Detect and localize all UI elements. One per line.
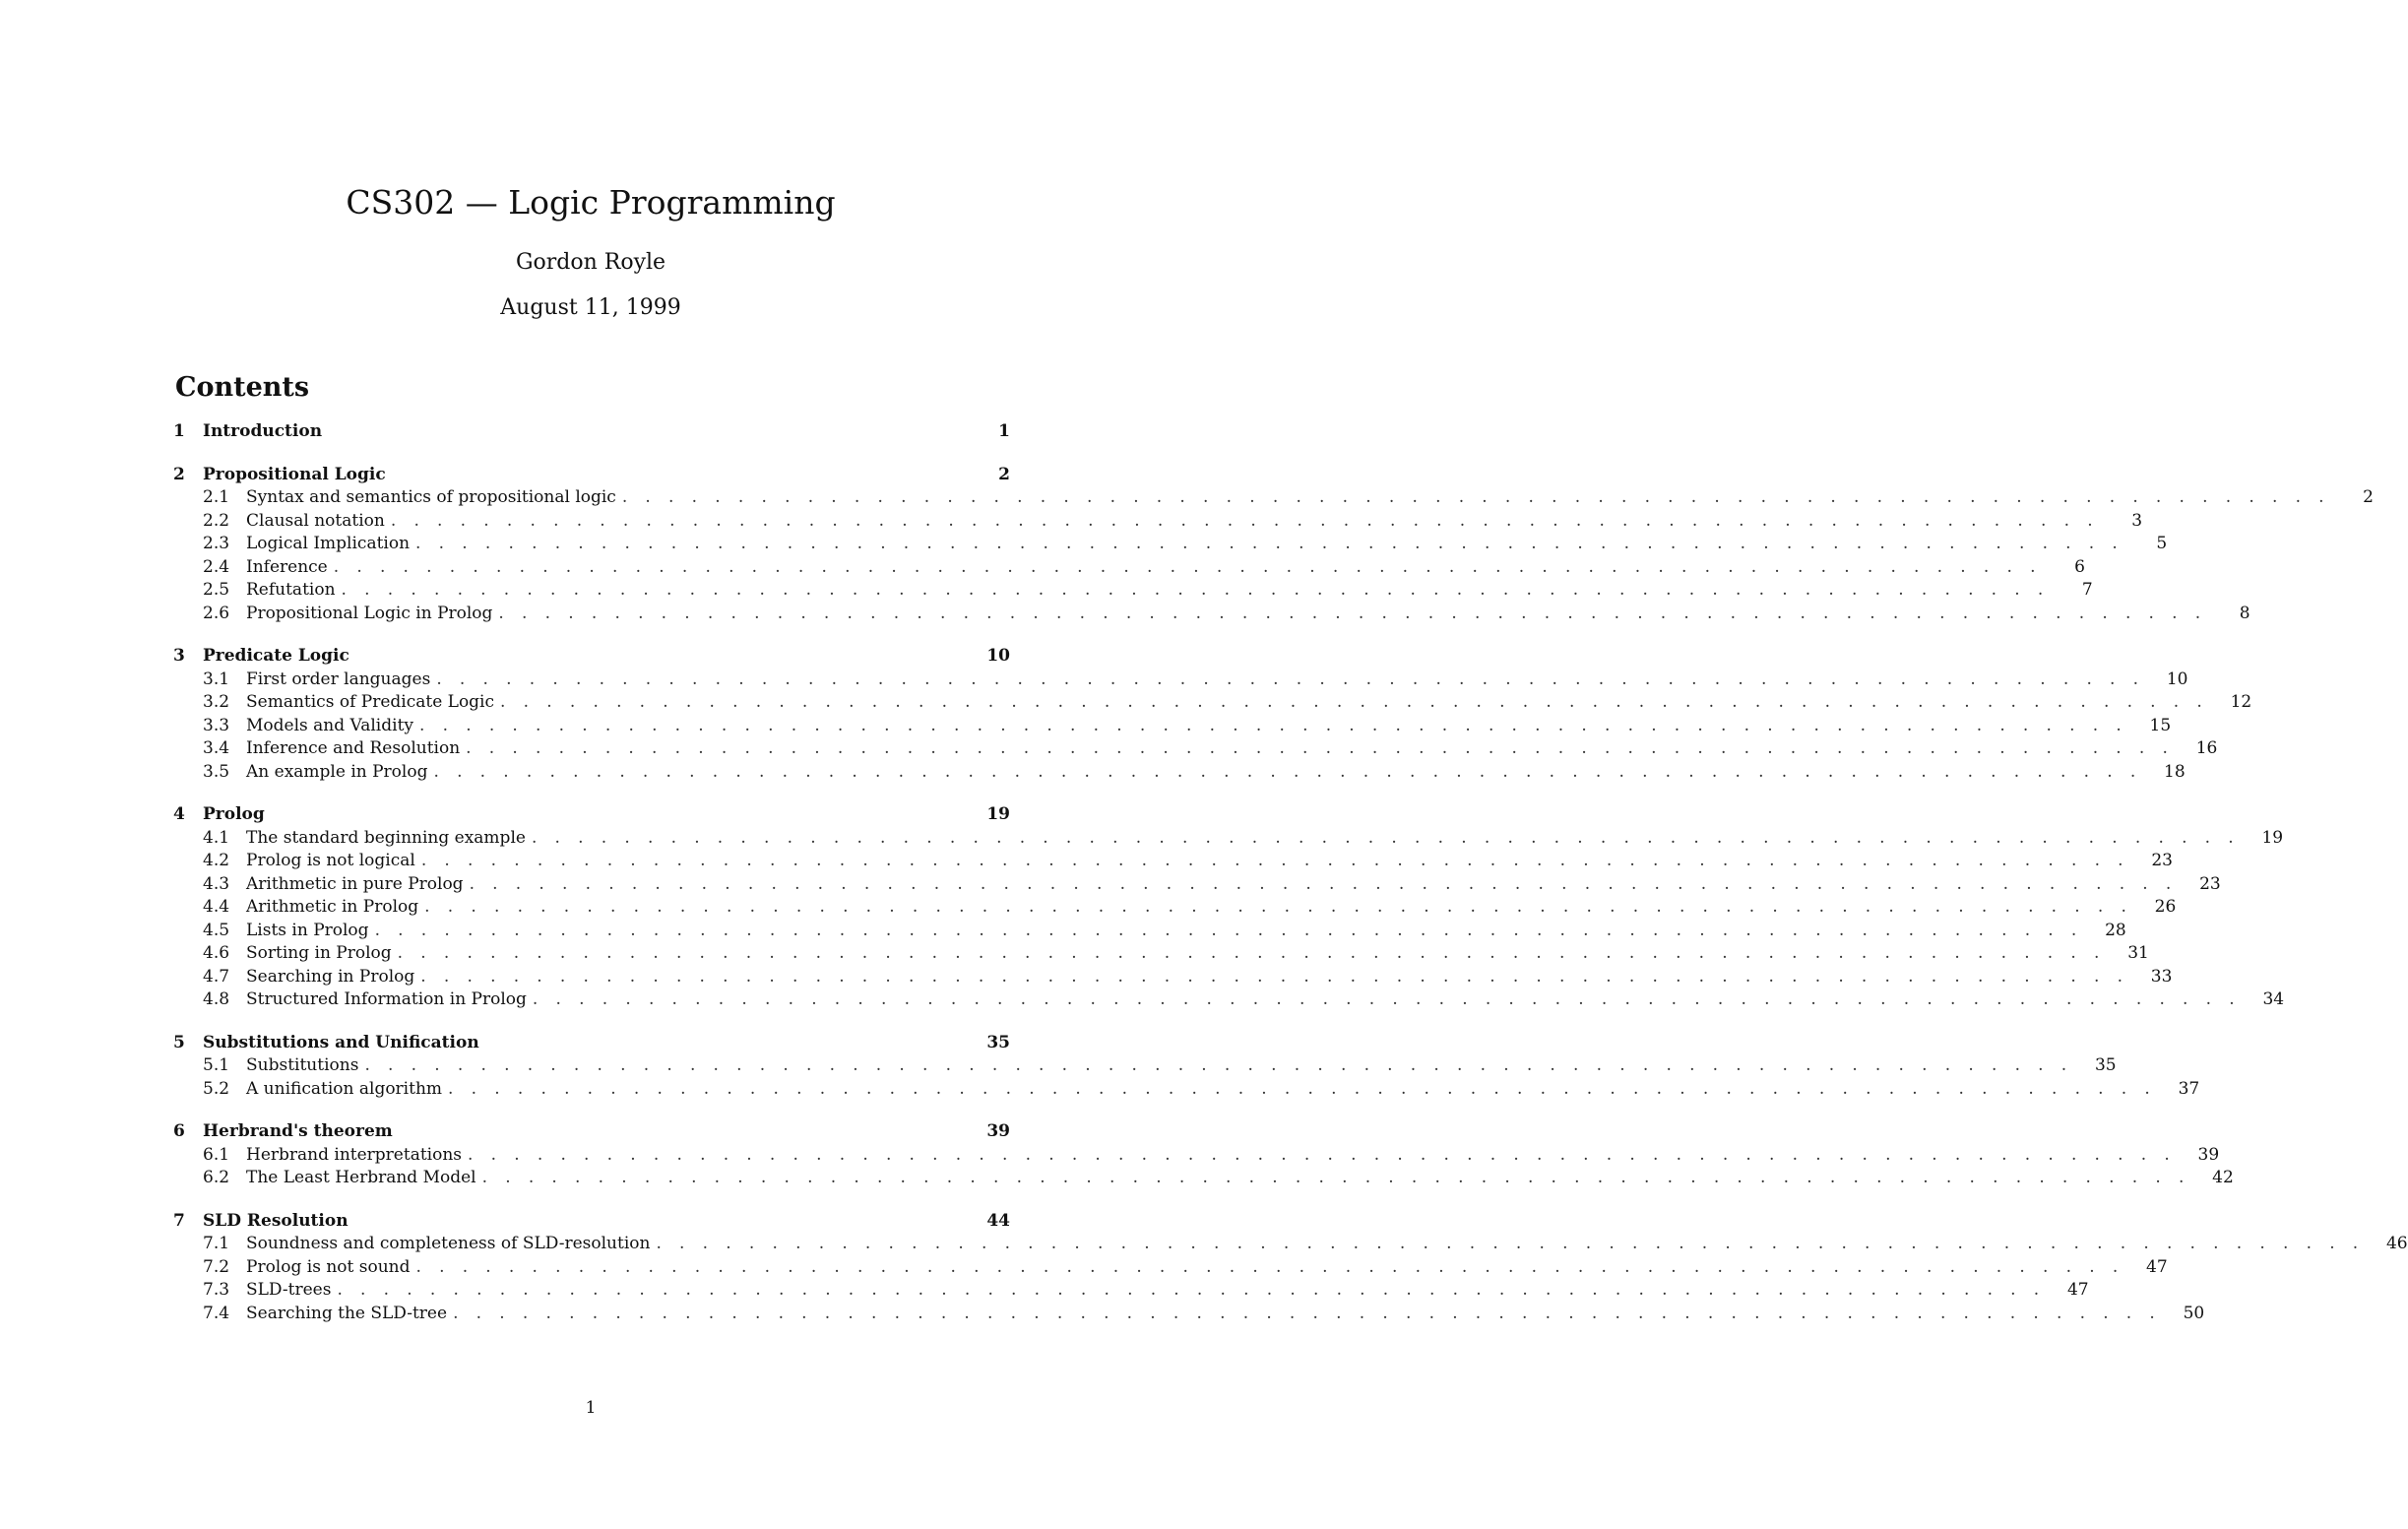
toc-subsection-title: Clausal notation [246,510,385,531]
toc-subsection-number: 7.3 [203,1280,230,1300]
toc-section-entry[interactable] [173,465,1010,488]
toc-section-title: Substitutions and Unification [203,1032,479,1052]
toc-dot-leader: . . . . . . . . . . . . . . . . . . . . . . . . . . . . . . . . . . . . . . . . . . . . . . . . . . . . . . . . . . . . . . . . . . . . . . . . . . [390,510,2100,531]
toc-section-number: 4 [173,804,185,824]
toc-section-title: Propositional Logic [203,464,386,484]
toc-section-entry[interactable] [173,421,1010,445]
toc-subsection-page: 3 [2131,510,2143,531]
toc-subsection-number: 7.2 [203,1256,230,1277]
toc-dot-leader: . . . . . . . . . . . . . . . . . . . . . . . . . . . . . . . . . . . . . . . . . . . . . . . . . . . . . . . . . . . . . . . . . . . . . . . . . . [453,1303,2162,1323]
toc-subsection-title: Searching in Prolog [246,966,415,987]
toc-dot-leader: . . . . . . . . . . . . . . . . . . . . . . . . . . . . . . . . . . . . . . . . . . . . . . . . . . . . . . . . . . . . . . . . . . . . . . . . . . [419,715,2128,735]
toc-section [173,1210,2408,1327]
toc-subsection-title: A unification algorithm [246,1078,443,1099]
toc-dot-leader: . . . . . . . . . . . . . . . . . . . . . . . . . . . . . . . . . . . . . . . . . . . . . . . . . . . . . . . . . . . . . . . . . . . . . . . . . . [448,1078,2157,1099]
toc-subsection-entry[interactable] [173,603,2250,627]
toc-subsection-title: Refutation [246,580,336,600]
toc-subsection-number: 3.1 [203,669,230,689]
toc-subsection-entry[interactable] [173,738,2218,762]
toc-subsection-entry[interactable] [173,873,2221,898]
toc-section-page: 1 [998,421,1010,441]
toc-subsection-entry[interactable] [173,1234,2408,1257]
toc-subsection-page: 23 [2151,851,2173,870]
toc-section-page: 39 [986,1121,1010,1141]
page-number: 1 [585,1398,597,1418]
toc-subsection-page: 34 [2262,989,2285,1009]
toc-section [173,646,2252,785]
toc-subsection-title: The Least Herbrand Model [246,1168,476,1187]
toc-subsection-page: 10 [2166,669,2188,689]
toc-section-title: Herbrand's theorem [203,1121,393,1141]
toc-subsection-entry[interactable] [173,1078,2200,1103]
toc-dot-leader: . . . . . . . . . . . . . . . . . . . . . . . . . . . . . . . . . . . . . . . . . . . . . . . . . . . . . . . . . . . . . . . . . . . . . . . . . . [466,738,2175,758]
contents-heading: Contents [175,372,310,403]
toc-section-page: 19 [986,804,1010,824]
document-author: Gordon Royle [515,250,666,275]
toc-dot-leader: . . . . . . . . . . . . . . . . . . . . . . . . . . . . . . . . . . . . . . . . . . . . . . . . . . . . . . . . . . . . . . . . . . . . . . . . . . [469,873,2178,894]
toc-subsection-number: 5.2 [203,1078,230,1099]
toc-section-number: 3 [173,646,185,666]
toc-section-title: Predicate Logic [203,646,349,666]
toc-subsection-title: Structured Information in Prolog [246,989,527,1009]
toc-subsection-entry[interactable] [173,1168,2234,1191]
toc-dot-leader: . . . . . . . . . . . . . . . . . . . . . . . . . . . . . . . . . . . . . . . . . . . . . . . . . . . . . . . . . . . . . . . . . . . . . . . . . . [531,827,2241,848]
toc-subsection-number: 4.8 [203,989,230,1009]
toc-dot-leader: . . . . . . . . . . . . . . . . . . . . . . . . . . . . . . . . . . . . . . . . . . . . . . . . . . . . . . . . . . . . . . . . . . . . . . . . . . [415,1256,2124,1277]
toc-dot-leader: . . . . . . . . . . . . . . . . . . . . . . . . . . . . . . . . . . . . . . . . . . . . . . . . . . . . . . . . . . . . . . . . . . . . . . . . . . [436,669,2145,689]
toc-subsection-page: 12 [2230,692,2252,712]
toc-subsection-page: 18 [2164,761,2186,782]
toc-dot-leader: . . . . . . . . . . . . . . . . . . . . . . . . . . . . . . . . . . . . . . . . . . . . . . . . . . . . . . . . . . . . . . . . . . . . . . . . . . [433,761,2142,782]
toc-subsection-page: 6 [2074,556,2085,577]
toc-section-title: SLD Resolution [203,1210,349,1231]
toc-section-number: 5 [173,1032,185,1052]
toc-subsection-number: 3.2 [203,692,230,712]
toc-subsection-title: Models and Validity [246,715,413,735]
toc-subsection-entry[interactable] [173,1055,2117,1079]
toc-section [173,1032,2200,1103]
toc-subsection-number: 4.5 [203,920,230,940]
toc-section-page: 35 [986,1032,1010,1052]
toc-subsection-page: 5 [2156,534,2168,553]
toc-dot-leader: . . . . . . . . . . . . . . . . . . . . . . . . . . . . . . . . . . . . . . . . . . . . . . . . . . . . . . . . . . . . . . . . . . . . . . . . . . [532,989,2242,1009]
toc-section-number: 2 [173,464,185,484]
toc-subsection-number: 4.6 [203,943,230,963]
toc-dot-leader: . . . . . . . . . . . . . . . . . . . . . . . . . . . . . . . . . . . . . . . . . . . . . . . . . . . . . . . . . . . . . . . . . . . . . . . . . . [420,966,2129,987]
toc-subsection-page: 50 [2183,1303,2205,1323]
toc-section-number: 7 [173,1210,185,1231]
toc-dot-leader: . . . . . . . . . . . . . . . . . . . . . . . . . . . . . . . . . . . . . . . . . . . . . . . . . . . . . . . . . . . . . . . . . . . . . . . . . . [341,580,2050,600]
toc-subsection-entry[interactable] [173,580,2093,604]
toc-subsection-page: 47 [2066,1280,2089,1300]
toc-subsection-page: 31 [2127,943,2149,963]
toc-subsection-title: Syntax and semantics of propositional logic [246,487,616,507]
toc-dot-leader: . . . . . . . . . . . . . . . . . . . . . . . . . . . . . . . . . . . . . . . . . . . . . . . . . . . . . . . . . . . . . . . . . . . . . . . . . . [415,534,2124,553]
toc-subsection-number: 2.6 [203,603,230,623]
toc-dot-leader: . . . . . . . . . . . . . . . . . . . . . . . . . . . . . . . . . . . . . . . . . . . . . . . . . . . . . . . . . . . . . . . . . . . . . . . . . . [498,603,2207,623]
toc-subsection-page: 15 [2149,715,2172,735]
toc-subsection-title: An example in Prolog [246,761,428,782]
toc-subsection-number: 7.4 [203,1303,230,1323]
toc-subsection-number: 6.1 [203,1144,230,1165]
toc-subsection-page: 35 [2094,1055,2117,1075]
toc-dot-leader: . . . . . . . . . . . . . . . . . . . . . . . . . . . . . . . . . . . . . . . . . . . . . . . . . . . . . . . . . . . . . . . . . . . . . . . . . . [420,851,2129,870]
toc-subsection-page: 7 [2081,580,2093,600]
toc-subsection-page: 39 [2197,1144,2220,1165]
toc-subsection-title: Prolog is not logical [246,851,415,870]
toc-subsection-number: 2.4 [203,556,230,577]
toc-dot-leader: . . . . . . . . . . . . . . . . . . . . . . . . . . . . . . . . . . . . . . . . . . . . . . . . . . . . . . . . . . . . . . . . . . . . . . . . . . [424,897,2133,917]
toc-subsection-entry[interactable] [173,943,2149,967]
toc-subsection-entry[interactable] [173,897,2177,921]
toc-dot-leader: . . . . . . . . . . . . . . . . . . . . . . . . . . . . . . . . . . . . . . . . . . . . . . . . . . . . . . . . . . . . . . . . . . . . . . . . . . [374,920,2083,940]
toc-subsection-title: Logical Implication [246,534,411,553]
toc-subsection-title: Lists in Prolog [246,920,369,940]
toc-subsection-page: 8 [2239,603,2250,623]
toc-subsection-entry[interactable] [173,669,2188,693]
toc-subsection-page: 28 [2105,920,2126,940]
toc-dot-leader: . . . . . . . . . . . . . . . . . . . . . . . . . . . . . . . . . . . . . . . . . . . . . . . . . . . . . . . . . . . . . . . . . . . . . . . . . . [397,943,2106,963]
toc-subsection-title: Propositional Logic in Prolog [246,603,493,623]
toc-subsection-number: 4.2 [203,851,230,870]
toc-subsection-entry[interactable] [173,534,2168,557]
toc-dot-leader: . . . . . . . . . . . . . . . . . . . . . . . . . . . . . . . . . . . . . . . . . . . . . . . . . . . . . . . . . . . . . . . . . . . . . . . . . . [656,1234,2365,1253]
toc-subsection-number: 4.3 [203,873,230,894]
toc-subsection-number: 4.4 [203,897,230,917]
toc-subsection-number: 2.2 [203,510,230,531]
table-of-contents [173,421,2408,1326]
toc-dot-leader: . . . . . . . . . . . . . . . . . . . . . . . . . . . . . . . . . . . . . . . . . . . . . . . . . . . . . . . . . . . . . . . . . . . . . . . . . . [481,1168,2190,1187]
toc-subsection-entry[interactable] [173,556,2085,581]
toc-subsection-entry[interactable] [173,827,2284,852]
toc-dot-leader: . . . . . . . . . . . . . . . . . . . . . . . . . . . . . . . . . . . . . . . . . . . . . . . . . . . . . . . . . . . . . . . . . . . . . . . . . . [364,1055,2073,1075]
toc-subsection-title: Sorting in Prolog [246,943,392,963]
toc-subsection-page: 2 [2363,487,2374,507]
toc-subsection-title: Arithmetic in Prolog [246,897,419,917]
toc-subsection-title: Prolog is not sound [246,1256,411,1277]
toc-subsection-number: 2.1 [203,487,230,507]
toc-subsection-title: Herbrand interpretations [246,1144,463,1165]
toc-dot-leader: . . . . . . . . . . . . . . . . . . . . . . . . . . . . . . . . . . . . . . . . . . . . . . . . . . . . . . . . . . . . . . . . . . . . . . . . . . [333,556,2042,577]
toc-subsection-entry[interactable] [173,761,2186,786]
toc-subsection-page: 23 [2199,873,2221,894]
toc-section-entry[interactable] [173,646,1010,669]
toc-subsection-title: Arithmetic in pure Prolog [246,873,464,894]
toc-subsection-page: 16 [2195,738,2218,758]
toc-subsection-title: SLD-trees [246,1280,332,1300]
toc-section [173,421,1010,445]
toc-subsection-title: Soundness and completeness of SLD-resolution [246,1234,651,1253]
toc-subsection-number: 5.1 [203,1055,230,1075]
toc-dot-leader: . . . . . . . . . . . . . . . . . . . . . . . . . . . . . . . . . . . . . . . . . . . . . . . . . . . . . . . . . . . . . . . . . . . . . . . . . . [621,487,2330,507]
toc-section-entry[interactable] [173,1121,1010,1145]
toc-subsection-number: 2.3 [203,534,230,553]
toc-subsection-page: 33 [2150,966,2173,987]
toc-dot-leader: . . . . . . . . . . . . . . . . . . . . . . . . . . . . . . . . . . . . . . . . . . . . . . . . . . . . . . . . . . . . . . . . . . . . . . . . . . [337,1280,2046,1300]
toc-subsection-title: Substitutions [246,1055,359,1075]
toc-subsection-title: The standard beginning example [246,827,526,848]
toc-subsection-entry[interactable] [173,1144,2220,1169]
toc-section-page: 44 [986,1210,1010,1231]
toc-subsection-page: 47 [2146,1256,2168,1277]
toc-subsection-number: 4.1 [203,827,230,848]
toc-subsection-page: 26 [2154,897,2177,917]
toc-dot-leader: . . . . . . . . . . . . . . . . . . . . . . . . . . . . . . . . . . . . . . . . . . . . . . . . . . . . . . . . . . . . . . . . . . . . . . . . . . [500,692,2209,712]
toc-section-page: 10 [986,646,1010,666]
toc-subsection-entry[interactable] [173,966,2173,990]
toc-subsection-title: Inference [246,556,328,577]
toc-subsection-entry[interactable] [173,510,2143,535]
toc-subsection-page: 46 [2385,1234,2408,1253]
toc-subsection-page: 19 [2261,827,2284,848]
toc-subsection-title: Semantics of Predicate Logic [246,692,495,712]
toc-section-entry[interactable] [173,1211,1010,1235]
toc-section-title: Introduction [203,421,323,441]
toc-section-entry[interactable] [173,1033,1010,1056]
document-date: August 11, 1999 [500,295,681,320]
toc-subsection-page: 42 [2212,1168,2234,1187]
toc-subsection-number: 6.2 [203,1168,230,1187]
toc-subsection-number: 2.5 [203,580,230,600]
toc-section [173,464,2374,627]
toc-subsection-title: Inference and Resolution [246,738,461,758]
toc-section-title: Prolog [203,804,265,824]
toc-subsection-title: First order languages [246,669,431,689]
toc-subsection-entry[interactable] [173,1280,2089,1304]
toc-subsection-entry[interactable] [173,920,2126,944]
toc-section-number: 1 [173,421,185,441]
toc-subsection-page: 37 [2178,1078,2200,1099]
toc-subsection-entry[interactable] [173,487,2374,511]
toc-subsection-entry[interactable] [173,1303,2205,1327]
toc-section [173,1121,2234,1191]
toc-section-entry[interactable] [173,804,1010,828]
toc-dot-leader: . . . . . . . . . . . . . . . . . . . . . . . . . . . . . . . . . . . . . . . . . . . . . . . . . . . . . . . . . . . . . . . . . . . . . . . . . . [468,1144,2177,1165]
toc-subsection-title: Searching the SLD-tree [246,1303,448,1323]
toc-subsection-number: 7.1 [203,1234,230,1253]
toc-subsection-number: 4.7 [203,966,230,987]
toc-subsection-number: 3.4 [203,738,230,758]
document-title: CS302 — Logic Programming [346,183,836,222]
toc-subsection-entry[interactable] [173,692,2252,716]
toc-subsection-number: 3.5 [203,761,230,782]
toc-subsection-entry[interactable] [173,1256,2168,1281]
toc-subsection-entry[interactable] [173,715,2172,739]
toc-section-number: 6 [173,1121,185,1141]
toc-subsection-entry[interactable] [173,851,2173,874]
toc-subsection-entry[interactable] [173,989,2285,1013]
toc-section [173,804,2285,1013]
toc-subsection-number: 3.3 [203,715,230,735]
toc-section-page: 2 [998,464,1010,484]
